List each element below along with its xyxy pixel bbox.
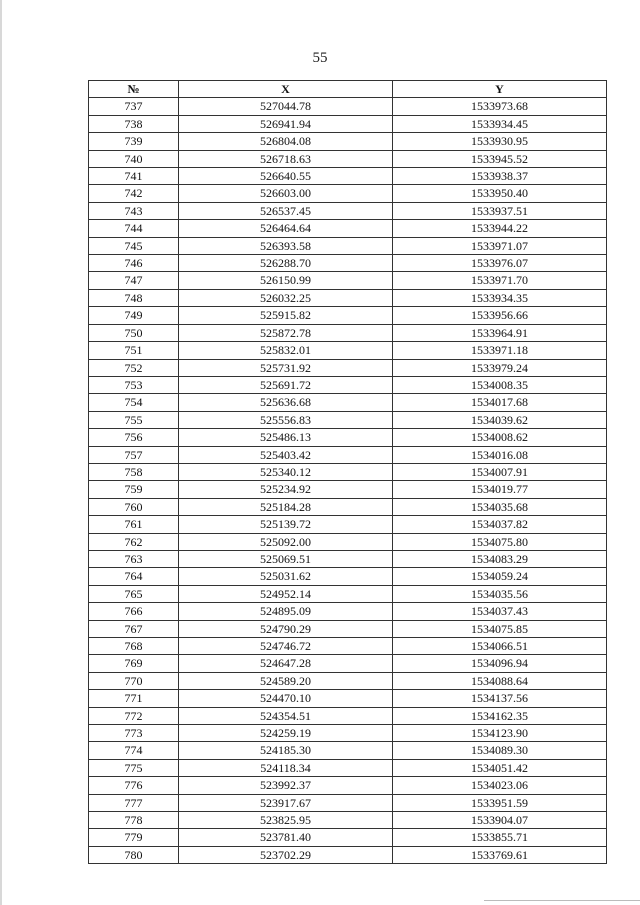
cell-x: 524589.20 [179,672,393,689]
cell-y: 1534007.91 [393,463,607,480]
cell-x: 525731.92 [179,359,393,376]
cell-x: 523702.29 [179,846,393,863]
cell-number: 773 [89,725,179,742]
table-row [89,603,607,620]
cell-number: 760 [89,498,179,515]
cell-y: 1534017.68 [393,394,607,411]
cell-y: 1534037.82 [393,516,607,533]
cell-number: 771 [89,690,179,707]
page-number: 55 [312,50,328,66]
table-row [89,168,607,185]
cell-y: 1533973.68 [393,98,607,115]
cell-y: 1534089.30 [393,742,607,759]
cell-y: 1534008.62 [393,429,607,446]
table-row [89,742,607,759]
cell-number: 752 [89,359,179,376]
cell-x: 525031.62 [179,568,393,585]
cell-number: 766 [89,603,179,620]
cell-number: 742 [89,185,179,202]
table-row [89,846,607,863]
table-row [89,655,607,672]
cell-number: 775 [89,759,179,776]
cell-y: 1534023.06 [393,777,607,794]
cell-number: 754 [89,394,179,411]
cell-x: 524895.09 [179,603,393,620]
cell-number: 765 [89,585,179,602]
table-row [89,672,607,689]
cell-y: 1534035.68 [393,498,607,515]
table-row [89,498,607,515]
cell-number: 769 [89,655,179,672]
table-row [89,777,607,794]
cell-number: 738 [89,115,179,132]
cell-x: 524118.34 [179,759,393,776]
table-row [89,307,607,324]
cell-y: 1533944.22 [393,220,607,237]
cell-y: 1534088.64 [393,672,607,689]
cell-number: 755 [89,411,179,428]
table-row [89,533,607,550]
cell-number: 740 [89,150,179,167]
cell-y: 1533937.51 [393,202,607,219]
cell-y: 1534037.43 [393,603,607,620]
cell-y: 1534059.24 [393,568,607,585]
cell-y: 1534066.51 [393,638,607,655]
cell-y: 1533938.37 [393,168,607,185]
table-row [89,342,607,359]
cell-number: 772 [89,707,179,724]
cell-number: 768 [89,638,179,655]
cell-y: 1533945.52 [393,150,607,167]
cell-number: 762 [89,533,179,550]
cell-y: 1533971.07 [393,237,607,254]
table-row [89,463,607,480]
cell-y: 1533971.70 [393,272,607,289]
cell-number: 763 [89,550,179,567]
table-row [89,185,607,202]
cell-number: 746 [89,255,179,272]
cell-x: 523825.95 [179,812,393,829]
cell-number: 776 [89,777,179,794]
cell-y: 1534083.29 [393,550,607,567]
cell-number: 774 [89,742,179,759]
table-row [89,568,607,585]
cell-number: 750 [89,324,179,341]
cell-y: 1533855.71 [393,829,607,846]
cell-x: 526603.00 [179,185,393,202]
cell-y: 1534123.90 [393,725,607,742]
cell-number: 757 [89,446,179,463]
cell-x: 526393.58 [179,237,393,254]
cell-y: 1534096.94 [393,655,607,672]
table-row [89,202,607,219]
cell-number: 737 [89,98,179,115]
cell-x: 524470.10 [179,690,393,707]
cell-x: 526640.55 [179,168,393,185]
table-row [89,585,607,602]
cell-y: 1533979.24 [393,359,607,376]
page-left-edge [0,0,2,905]
table-row [89,98,607,115]
cell-number: 745 [89,237,179,254]
cell-x: 523781.40 [179,829,393,846]
cell-x: 523992.37 [179,777,393,794]
cell-number: 744 [89,220,179,237]
cell-x: 524952.14 [179,585,393,602]
coordinates-table [88,80,607,864]
cell-x: 525486.13 [179,429,393,446]
cell-number: 778 [89,812,179,829]
table-row [89,725,607,742]
cell-y: 1534137.56 [393,690,607,707]
cell-x: 525691.72 [179,376,393,393]
table-row [89,237,607,254]
cell-x: 524185.30 [179,742,393,759]
cell-x: 524259.19 [179,725,393,742]
cell-x: 526718.63 [179,150,393,167]
table-row [89,812,607,829]
header-number: № [89,81,179,98]
table-row [89,446,607,463]
table-row [89,411,607,428]
table-row [89,255,607,272]
cell-y: 1533971.18 [393,342,607,359]
cell-x: 526150.99 [179,272,393,289]
cell-y: 1534039.62 [393,411,607,428]
cell-y: 1533934.35 [393,289,607,306]
cell-x: 525832.01 [179,342,393,359]
cell-x: 525092.00 [179,533,393,550]
cell-x: 526804.08 [179,133,393,150]
cell-x: 523917.67 [179,794,393,811]
cell-x: 526288.70 [179,255,393,272]
cell-x: 525915.82 [179,307,393,324]
cell-number: 764 [89,568,179,585]
cell-x: 527044.78 [179,98,393,115]
cell-x: 525069.51 [179,550,393,567]
table-row [89,759,607,776]
cell-y: 1534075.85 [393,620,607,637]
cell-y: 1534016.08 [393,446,607,463]
table-body [89,98,607,864]
cell-number: 749 [89,307,179,324]
cell-x: 524746.72 [179,638,393,655]
cell-y: 1534162.35 [393,707,607,724]
table-row [89,516,607,533]
cell-number: 739 [89,133,179,150]
table-row [89,429,607,446]
cell-x: 524354.51 [179,707,393,724]
cell-number: 758 [89,463,179,480]
cell-y: 1534019.77 [393,481,607,498]
cell-x: 525340.12 [179,463,393,480]
cell-y: 1534035.56 [393,585,607,602]
header-x: X [179,81,393,98]
table-row [89,115,607,132]
table-row [89,289,607,306]
table-row [89,220,607,237]
cell-x: 525872.78 [179,324,393,341]
table-header-row [89,81,607,98]
cell-y: 1534008.35 [393,376,607,393]
table-row [89,829,607,846]
cell-y: 1533950.40 [393,185,607,202]
header-y: Y [393,81,607,98]
cell-number: 780 [89,846,179,863]
cell-y: 1533951.59 [393,794,607,811]
cell-x: 525556.83 [179,411,393,428]
table-row [89,133,607,150]
cell-number: 741 [89,168,179,185]
cell-number: 753 [89,376,179,393]
cell-x: 525234.92 [179,481,393,498]
cell-y: 1534075.80 [393,533,607,550]
cell-x: 524647.28 [179,655,393,672]
cell-x: 525636.68 [179,394,393,411]
cell-y: 1533934.45 [393,115,607,132]
bottom-rule [484,900,640,901]
table-row [89,272,607,289]
cell-x: 525184.28 [179,498,393,515]
cell-number: 759 [89,481,179,498]
cell-number: 751 [89,342,179,359]
cell-x: 526464.64 [179,220,393,237]
table-row [89,376,607,393]
table-row [89,690,607,707]
cell-x: 526537.45 [179,202,393,219]
cell-y: 1533976.07 [393,255,607,272]
table-row [89,150,607,167]
table-row [89,324,607,341]
table-row [89,620,607,637]
cell-number: 770 [89,672,179,689]
table-row [89,481,607,498]
table-row [89,550,607,567]
cell-x: 524790.29 [179,620,393,637]
cell-y: 1533964.91 [393,324,607,341]
table-row [89,707,607,724]
cell-x: 526941.94 [179,115,393,132]
cell-y: 1533904.07 [393,812,607,829]
table-row [89,638,607,655]
cell-x: 525403.42 [179,446,393,463]
cell-number: 777 [89,794,179,811]
cell-number: 779 [89,829,179,846]
cell-number: 743 [89,202,179,219]
cell-y: 1534051.42 [393,759,607,776]
table-row [89,794,607,811]
cell-x: 526032.25 [179,289,393,306]
cell-y: 1533769.61 [393,846,607,863]
cell-number: 761 [89,516,179,533]
cell-y: 1533930.95 [393,133,607,150]
cell-x: 525139.72 [179,516,393,533]
cell-y: 1533956.66 [393,307,607,324]
cell-number: 748 [89,289,179,306]
cell-number: 756 [89,429,179,446]
table-row [89,359,607,376]
cell-number: 767 [89,620,179,637]
table-row [89,394,607,411]
cell-number: 747 [89,272,179,289]
